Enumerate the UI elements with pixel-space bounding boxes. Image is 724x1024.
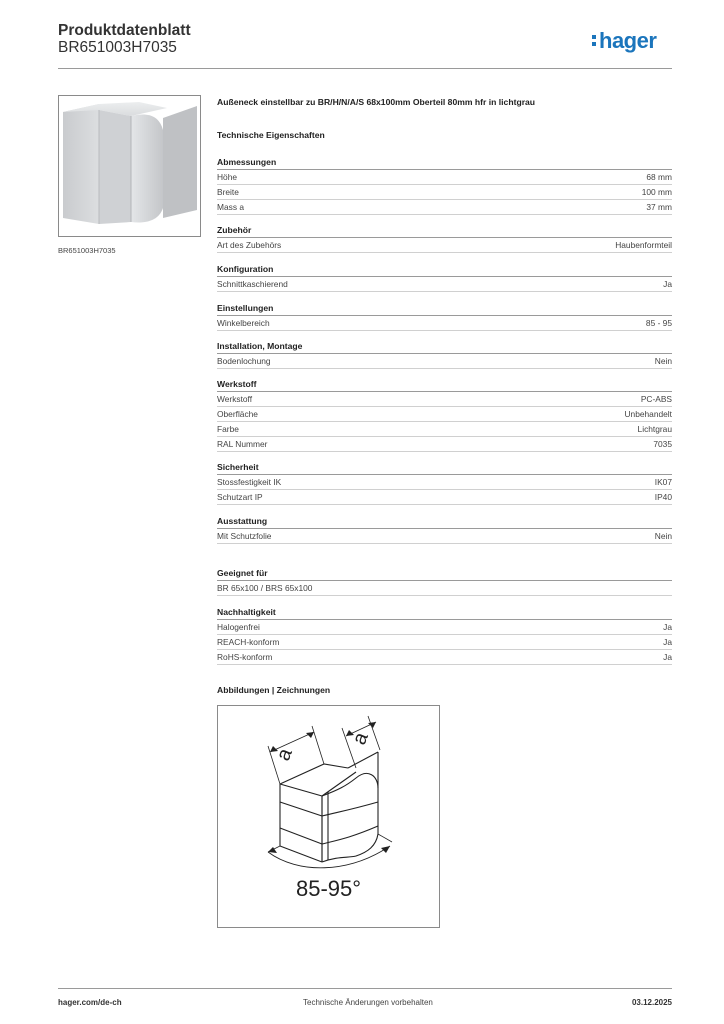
property-value: Haubenformteil <box>615 240 672 250</box>
header-divider <box>58 68 672 69</box>
property-label: RoHS-konform <box>217 652 273 662</box>
property-value: 85 - 95 <box>645 318 672 328</box>
technical-drawing-image <box>218 706 439 927</box>
property-row <box>217 620 672 635</box>
property-value: Lichtgrau <box>637 424 672 434</box>
property-label: Farbe <box>217 424 239 434</box>
property-value: 68 mm <box>646 172 672 182</box>
section-title: Sicherheit <box>217 460 672 475</box>
property-row <box>217 650 672 665</box>
hager-logo[interactable] <box>592 28 656 54</box>
property-label: Mit Schutzfolie <box>217 531 272 541</box>
property-value: Nein <box>654 531 672 541</box>
section-title: Nachhaltigkeit <box>217 605 672 620</box>
property-value: Ja <box>663 637 672 647</box>
footer-website-link[interactable]: hager.com/de-ch <box>58 998 122 1007</box>
section-title: Installation, Montage <box>217 339 672 354</box>
property-label: RAL Nummer <box>217 439 268 449</box>
property-label: Werkstoff <box>217 394 253 404</box>
property-value: 100 mm <box>641 187 672 197</box>
property-row <box>217 437 672 452</box>
property-label: Schnittkaschierend <box>217 279 288 289</box>
section-einstellungen <box>217 301 672 331</box>
section-sicherheit <box>217 460 672 505</box>
property-label: Oberfläche <box>217 409 258 419</box>
logo-dots-icon <box>592 33 597 47</box>
property-row <box>217 407 672 422</box>
property-row <box>217 200 672 215</box>
property-row <box>217 238 672 253</box>
section-konfiguration <box>217 262 672 292</box>
property-value: 37 mm <box>646 202 672 212</box>
technical-drawing <box>217 705 440 928</box>
property-value: Ja <box>663 279 672 289</box>
property-row <box>217 354 672 369</box>
footer-divider <box>58 988 672 989</box>
property-label: Halogenfrei <box>217 622 260 632</box>
section-title: Einstellungen <box>217 301 672 316</box>
property-row <box>217 170 672 185</box>
property-row <box>217 277 672 292</box>
section-title: Zubehör <box>217 223 672 238</box>
section-title: Abmessungen <box>217 155 672 170</box>
property-label: BR 65x100 / BRS 65x100 <box>217 583 313 593</box>
product-photo-image <box>59 96 200 236</box>
section-zubehoer <box>217 223 672 253</box>
property-row <box>217 529 672 544</box>
product-description: Außeneck einstellbar zu BR/H/N/A/S 68x100mm Oberteil 80mm hfr in lichtgrau <box>217 97 536 107</box>
property-label: REACH-konform <box>217 637 280 647</box>
property-row <box>217 392 672 407</box>
property-label: Art des Zubehörs <box>217 240 282 250</box>
property-row <box>217 475 672 490</box>
footer-date: 03.12.2025 <box>631 998 672 1007</box>
property-row <box>217 490 672 505</box>
section-title: Werkstoff <box>217 377 672 392</box>
property-value: IK07 <box>654 477 672 487</box>
article-number: BR651003H7035 <box>58 39 177 56</box>
section-geeignet <box>217 566 672 596</box>
product-photo <box>58 95 201 237</box>
section-nachhaltigkeit <box>217 605 672 665</box>
property-value: Ja <box>663 652 672 662</box>
property-value: PC-ABS <box>640 394 672 404</box>
property-value: 7035 <box>653 439 672 449</box>
logo-text: hager <box>599 28 657 53</box>
property-label: Breite <box>217 187 239 197</box>
property-label: Bodenlochung <box>217 356 271 366</box>
property-row <box>217 422 672 437</box>
section-title: Ausstattung <box>217 514 672 529</box>
section-installation <box>217 339 672 369</box>
property-value: Unbehandelt <box>624 409 672 419</box>
section-title: Geeignet für <box>217 566 672 581</box>
photo-caption: BR651003H7035 <box>58 246 116 255</box>
page-title: Produktdatenblatt <box>58 22 191 39</box>
property-row <box>217 185 672 200</box>
property-row <box>217 316 672 331</box>
property-value: Ja <box>663 622 672 632</box>
property-label: Mass a <box>217 202 244 212</box>
property-label: Stossfestigkeit IK <box>217 477 282 487</box>
property-value: Nein <box>654 356 672 366</box>
property-row <box>217 581 672 596</box>
property-label: Schutzart IP <box>217 492 263 502</box>
section-abmessungen <box>217 155 672 215</box>
property-value: IP40 <box>654 492 672 502</box>
figures-title: Abbildungen | Zeichnungen <box>217 685 331 695</box>
property-label: Winkelbereich <box>217 318 270 328</box>
dimension-label-a-left: a <box>272 745 297 764</box>
property-row <box>217 635 672 650</box>
angle-range-label: 85-95° <box>296 876 362 901</box>
section-werkstoff <box>217 377 672 452</box>
section-ausstattung <box>217 514 672 544</box>
section-title: Konfiguration <box>217 262 672 277</box>
footer-notice: Technische Änderungen vorbehalten <box>303 998 433 1007</box>
dimension-label-a-right: a <box>348 729 373 748</box>
property-label: Höhe <box>217 172 238 182</box>
technical-properties-title: Technische Eigenschaften <box>217 130 325 140</box>
